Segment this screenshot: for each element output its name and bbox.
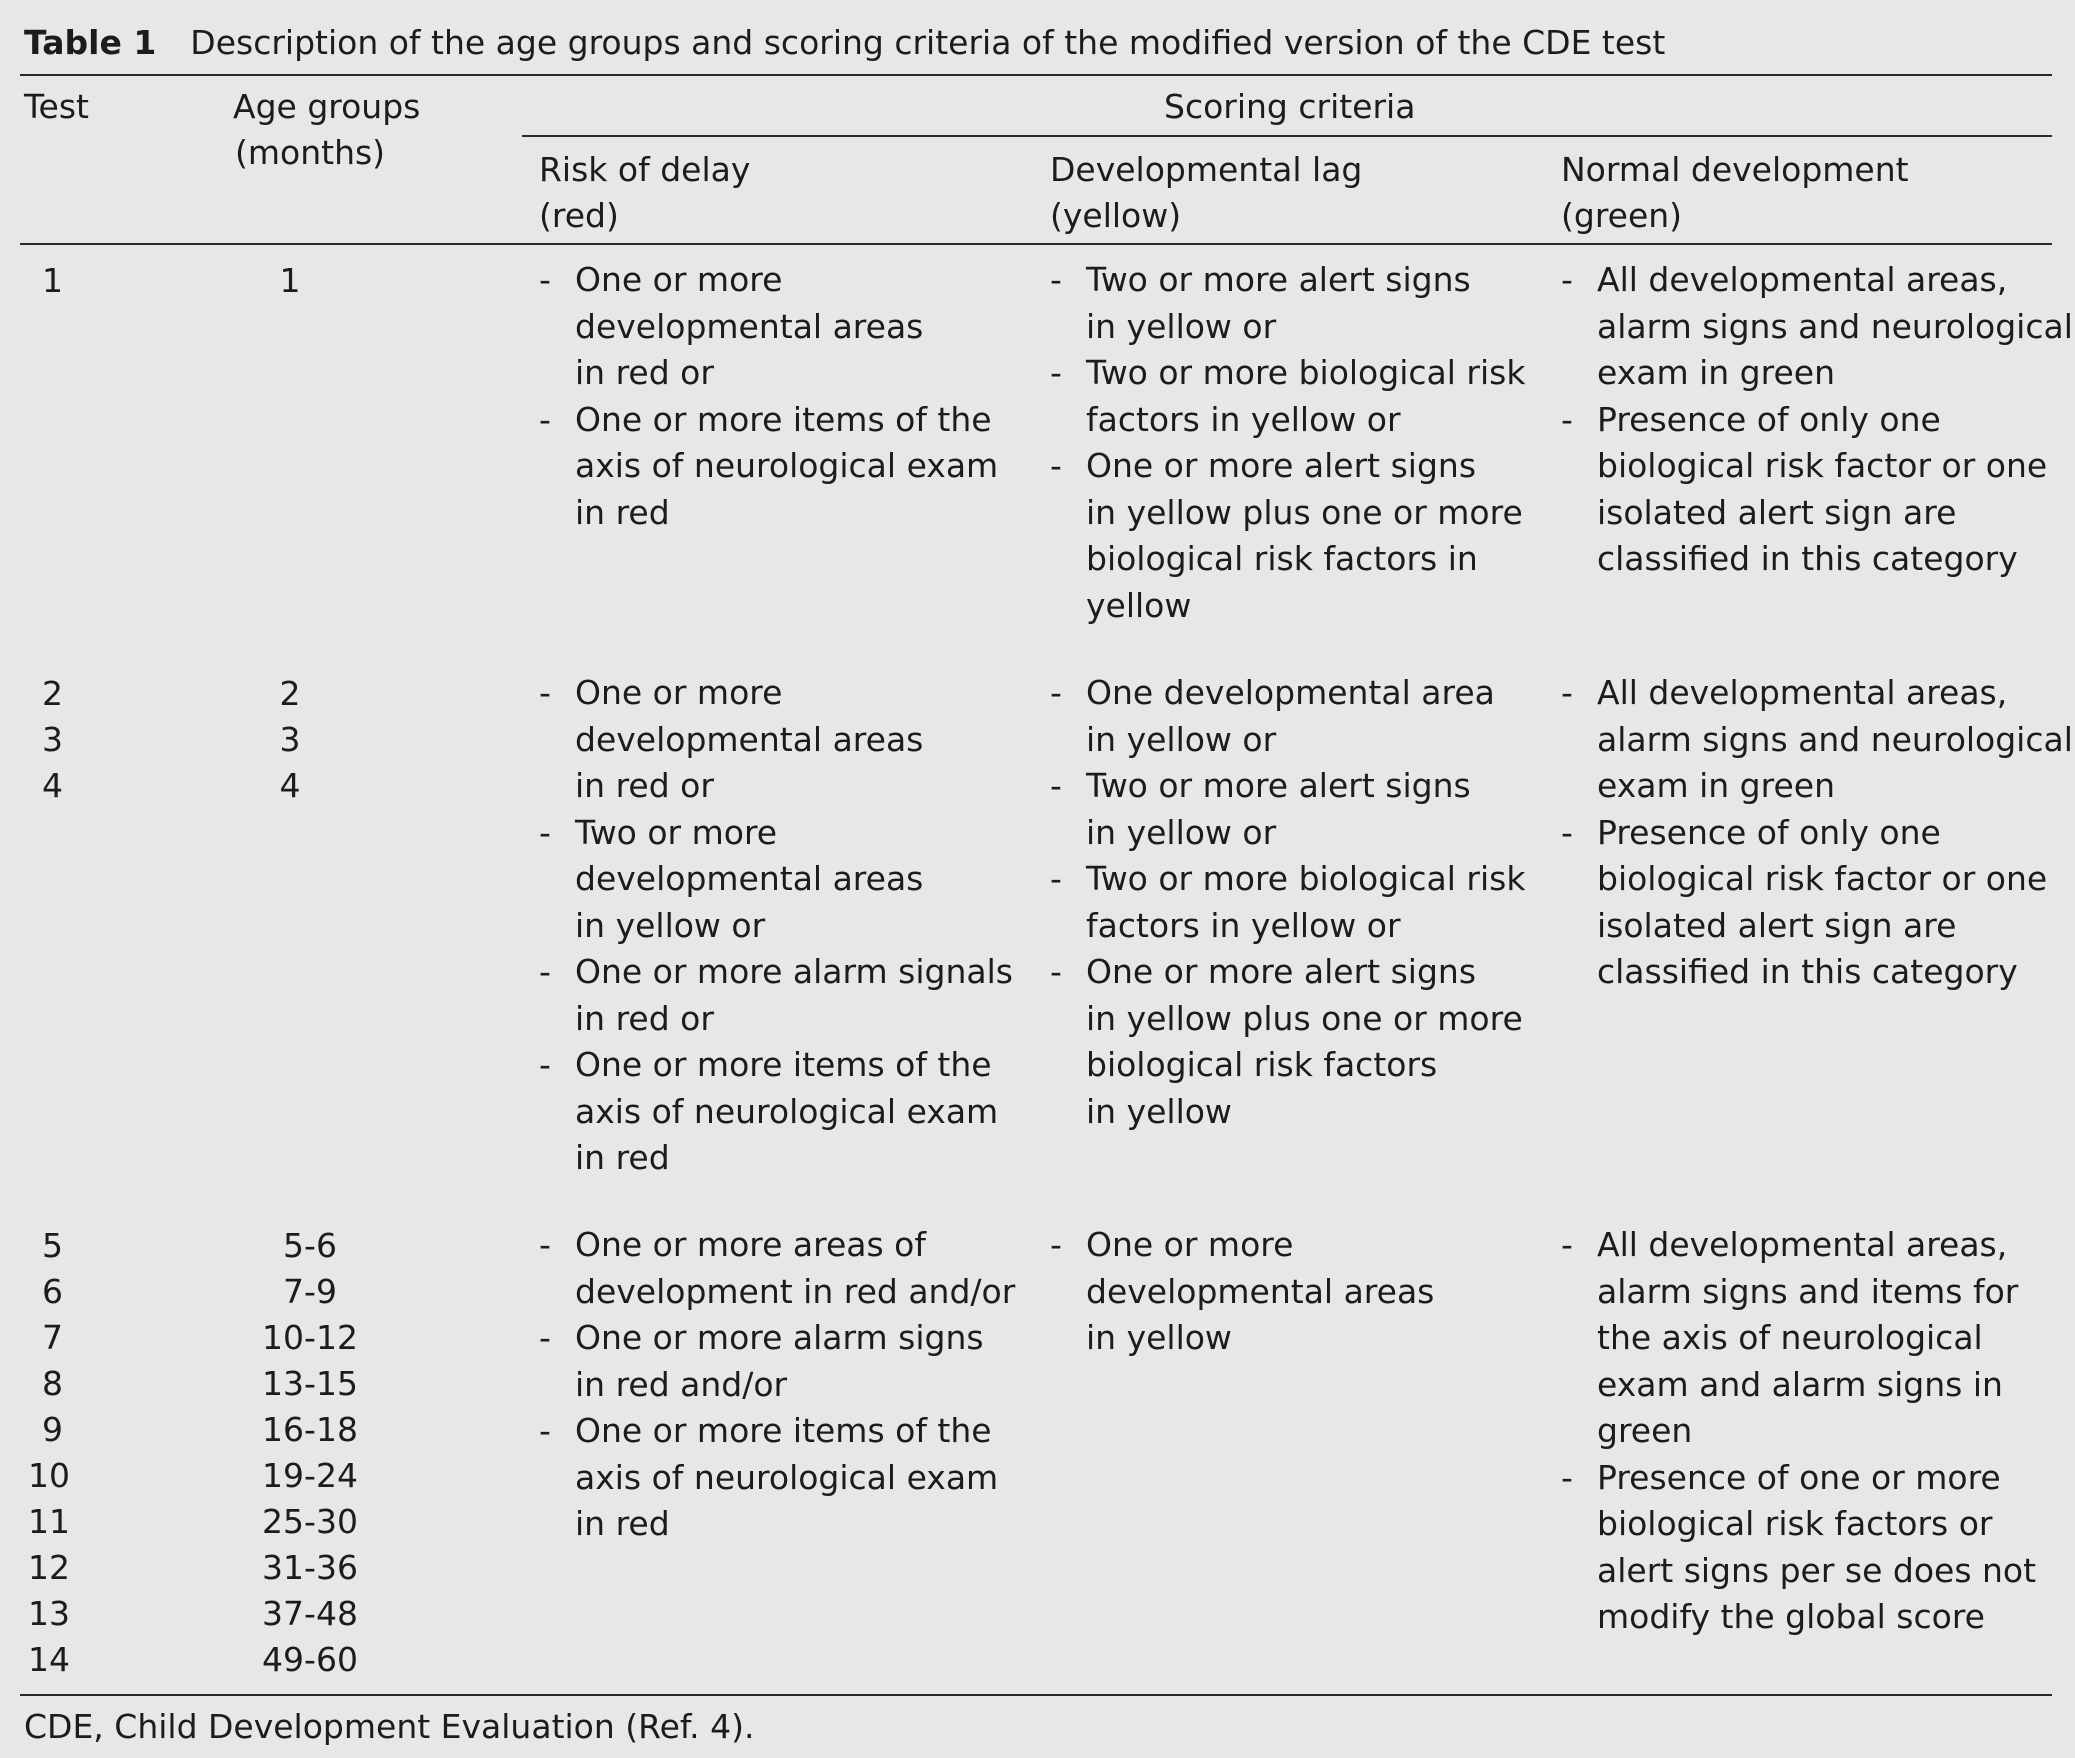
list-item: - Two or more alert signs in yellow or <box>1050 257 1525 350</box>
group2-tests <box>42 671 63 809</box>
age-group: 49-60 <box>262 1640 358 1679</box>
header-age-line2: (months) <box>235 133 386 172</box>
list-item: - Presence of only one biological risk factor or one isolated alert sign are classified in this category <box>1561 397 2073 583</box>
table-caption <box>24 20 1665 66</box>
scoring-rule <box>522 135 2052 137</box>
age-group: 13-15 <box>262 1364 358 1403</box>
table-figure <box>20 0 2073 1758</box>
list-item: - All developmental areas, alarm signs and neurological exam in green <box>1561 670 2073 810</box>
header-lag-line2: (yellow) <box>1050 196 1182 235</box>
test-number: 8 <box>42 1364 63 1403</box>
age-group: 4 <box>279 766 301 805</box>
test-number: 3 <box>42 720 63 759</box>
test-number: 11 <box>28 1502 70 1541</box>
group3-risk-list <box>539 1222 1015 1548</box>
group3-normal-list <box>1561 1222 2036 1641</box>
test-number: 14 <box>28 1640 70 1679</box>
caption-label: Table 1 <box>24 23 157 62</box>
list-item: - One or more items of the axis of neurological exam in red <box>539 1408 1015 1548</box>
age-group: 37-48 <box>262 1594 358 1633</box>
list-item: - Two or more biological risk factors in yellow or <box>1050 350 1525 443</box>
group2-risk-list <box>539 670 1013 1182</box>
header-age-line1: Age groups <box>233 87 421 126</box>
list-item: - One or more developmental areas in red or <box>539 670 1013 810</box>
test-number: 12 <box>28 1548 70 1587</box>
age-group: 31-36 <box>262 1548 358 1587</box>
list-item: - Two or more developmental areas in yellow or <box>539 810 1013 950</box>
header-risk-of-delay <box>539 147 750 239</box>
age-group: 16-18 <box>262 1410 358 1449</box>
group2-normal-list <box>1561 670 2073 996</box>
group3-ages <box>240 1223 380 1683</box>
age-group: 25-30 <box>262 1502 358 1541</box>
header-risk-line1: Risk of delay <box>539 150 751 189</box>
header-risk-line2: (red) <box>539 196 619 235</box>
group1-ages <box>240 258 340 304</box>
list-item: - Presence of only one biological risk factor or one isolated alert sign are classified in this category <box>1561 810 2073 996</box>
list-item: - Presence of one or more biological risk factors or alert signs per se does not modify the global score <box>1561 1455 2036 1641</box>
age-group: 3 <box>279 720 301 759</box>
age-group: 7-9 <box>283 1272 337 1311</box>
table-footnote: CDE, Child Development Evaluation (Ref. 4). <box>24 1707 755 1746</box>
list-item: - One or more developmental areas in red or <box>539 257 998 397</box>
age-group: 5-6 <box>283 1226 337 1265</box>
group3-lag-list <box>1050 1222 1434 1362</box>
test-number: 2 <box>42 674 63 713</box>
test-number: 10 <box>28 1456 70 1495</box>
test-number: 4 <box>42 766 63 805</box>
age-group: 19-24 <box>262 1456 358 1495</box>
group2-lag-list <box>1050 670 1525 1135</box>
list-item: - Two or more biological risk factors in yellow or <box>1050 856 1525 949</box>
header-normal-line2: (green) <box>1561 196 1683 235</box>
header-test: Test <box>24 87 89 126</box>
age-group: 1 <box>279 261 301 300</box>
test-number: 6 <box>42 1272 63 1311</box>
age-group: 10-12 <box>262 1318 358 1357</box>
list-item: - One or more items of the axis of neurological exam in red <box>539 397 998 537</box>
header-normal-development <box>1561 147 1909 239</box>
list-item: - All developmental areas, alarm signs and neurological exam in green <box>1561 257 2073 397</box>
caption-text: Description of the age groups and scoring criteria of the modified version of the CDE test <box>190 23 1666 62</box>
test-number: 1 <box>42 261 63 300</box>
list-item: - All developmental areas, alarm signs and items for the axis of neurological exam and alarm signs in green <box>1561 1222 2036 1455</box>
group1-risk-list <box>539 257 998 536</box>
header-developmental-lag <box>1050 147 1362 239</box>
test-number: 9 <box>42 1410 63 1449</box>
list-item: - One or more alarm signs in red and/or <box>539 1315 1015 1408</box>
header-lag-line1: Developmental lag <box>1050 150 1363 189</box>
header-scoring-criteria: Scoring criteria <box>1164 87 1416 126</box>
list-item: - One or more items of the axis of neurological exam in red <box>539 1042 1013 1182</box>
group3-tests <box>28 1223 70 1683</box>
list-item: - Two or more alert signs in yellow or <box>1050 763 1525 856</box>
group1-normal-list <box>1561 257 2073 583</box>
test-number: 7 <box>42 1318 63 1357</box>
header-age-groups <box>233 84 420 176</box>
header-bottom-rule <box>20 243 2052 245</box>
group1-lag-list <box>1050 257 1525 629</box>
header-normal-line1: Normal development <box>1561 150 1909 189</box>
group1-tests <box>42 258 63 304</box>
list-item: - One or more areas of development in red and/or <box>539 1222 1015 1315</box>
list-item: - One or more alert signs in yellow plus one or more biological risk factors in yellow <box>1050 949 1525 1135</box>
bottom-rule <box>20 1694 2052 1696</box>
list-item: - One developmental area in yellow or <box>1050 670 1525 763</box>
list-item: - One or more alarm signals in red or <box>539 949 1013 1042</box>
list-item: - One or more developmental areas in yellow <box>1050 1222 1434 1362</box>
group2-ages <box>240 671 340 809</box>
test-number: 13 <box>28 1594 70 1633</box>
top-rule <box>20 74 2052 76</box>
age-group: 2 <box>279 674 301 713</box>
list-item: - One or more alert signs in yellow plus one or more biological risk factors in yellow <box>1050 443 1525 629</box>
test-number: 5 <box>42 1226 63 1265</box>
